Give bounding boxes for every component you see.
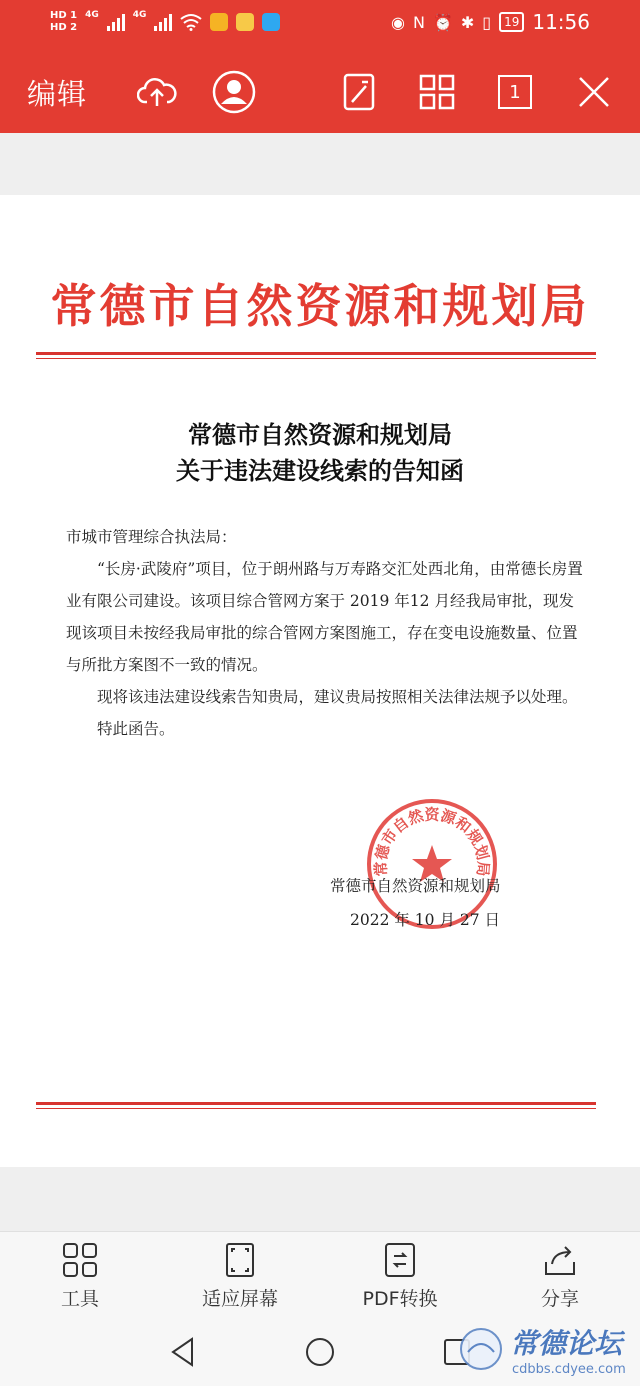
doc-body (66, 521, 586, 745)
forum-watermark (458, 1322, 640, 1386)
signal-icon (107, 13, 125, 31)
home-nav-icon[interactable] (304, 1336, 336, 1368)
share-label: 分享 (540, 1288, 579, 1310)
tools-button[interactable] (20, 1242, 140, 1311)
message-app-icon (236, 13, 254, 31)
wifi-icon (180, 13, 202, 31)
svg-text:常德市自然资源和规划局: 常德市自然资源和规划局 (371, 805, 493, 877)
paragraph-3: 特此函告。 (97, 720, 175, 738)
grid-view-icon[interactable] (413, 68, 461, 116)
pdf-convert-icon (383, 1242, 417, 1278)
avatar-icon[interactable] (210, 68, 258, 116)
top-toolbar (0, 52, 640, 132)
paragraph-2: 现将该违法建设线索告知贵局，建议贵局按照相关法律法规予以处理。 (97, 688, 578, 706)
nfc-icon: N (412, 12, 425, 32)
fit-screen-button[interactable] (180, 1242, 300, 1311)
page-gap (0, 133, 640, 195)
fit-screen-label: 适应屏幕 (201, 1288, 278, 1310)
share-button[interactable] (500, 1242, 620, 1311)
date: 2022 年 10 月 27 日 (350, 911, 501, 929)
vibrate-icon: ▯ (482, 12, 492, 32)
doc-title-line2: 关于违法建设线索的告知函 (176, 456, 464, 485)
search-app-icon (262, 13, 280, 31)
tools-label: 工具 (60, 1288, 99, 1310)
header-rule (36, 352, 596, 355)
footer-rule (36, 1102, 596, 1105)
sim-indicator: HD 1 HD 2 (50, 10, 78, 33)
app-header (0, 0, 640, 133)
header-rule-thin (36, 358, 596, 359)
pdf-convert-button[interactable] (340, 1242, 460, 1311)
clock: 11:56 (532, 10, 590, 34)
close-icon[interactable] (570, 68, 618, 116)
network-type-2: 4G (132, 10, 147, 20)
footer-rule-thin (36, 1108, 596, 1109)
forum-logo-icon (458, 1326, 504, 1372)
page-indicator-button[interactable] (491, 68, 539, 116)
recipient: 市城市管理综合执法局： (66, 528, 237, 546)
cloud-upload-icon[interactable] (133, 68, 181, 116)
back-nav-icon[interactable] (168, 1336, 198, 1368)
status-bar (0, 0, 640, 48)
signal-icon-2 (154, 13, 172, 31)
fit-screen-icon (224, 1242, 256, 1278)
document-page (0, 195, 640, 1167)
pdf-convert-label: PDF转换 (362, 1288, 438, 1310)
watermark-title: 常德论坛 (510, 1327, 623, 1360)
page-number: 1 (498, 75, 532, 109)
app-notification-icon (210, 13, 228, 31)
bottom-toolbar (0, 1231, 640, 1320)
eye-comfort-icon: ◉ (391, 12, 405, 32)
edit-button[interactable]: 编辑 (27, 77, 88, 111)
bluetooth-icon: ✱ (460, 12, 475, 32)
share-icon (542, 1242, 578, 1278)
paragraph-1: “长房·武陵府”项目，位于朗州路与万寿路交汇处西北角，由常德长房置业有限公司建设。该项目综合管网方案于 2019 年12 月经我局审批，现发现该项目未按经我局审批的综合管网方案图施工，存在变电设施数量、位置与所批方案图不一致的情况。 (66, 560, 583, 674)
tools-grid-icon (62, 1242, 98, 1278)
doc-title-line1: 常德市自然资源和规划局 (188, 420, 452, 449)
signature: 常德市自然资源和规划局 (330, 877, 501, 895)
network-type-1: 4G (85, 10, 99, 20)
reading-mode-icon[interactable] (335, 68, 383, 116)
watermark-url: cdbbs.cdyee.com (512, 1362, 626, 1377)
org-header: 常德市自然资源和规划局 (50, 279, 590, 333)
alarm-icon: ⏰ (432, 12, 453, 32)
battery-indicator: 19 (499, 12, 524, 32)
